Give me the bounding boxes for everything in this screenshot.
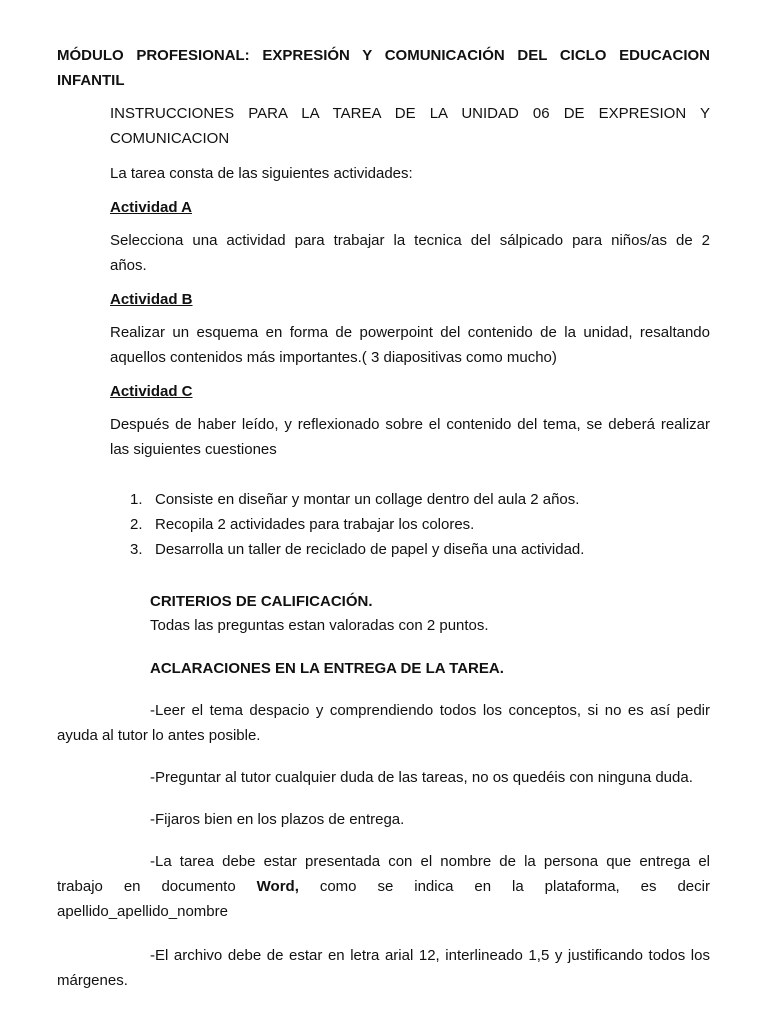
activity-a-text: Selecciona una actividad para trabajar la tecnica del sálpicado para niños/as de 2 años. bbox=[110, 232, 710, 274]
list-item-text: Recopila 2 actividades para trabajar los colores. bbox=[155, 516, 475, 533]
intro-text: La tarea consta de las siguientes actividades: bbox=[110, 165, 413, 182]
note-format-line-3: apellido_apellido_nombre bbox=[57, 903, 228, 920]
activity-b-text: Realizar un esquema en forma de powerpoint del contenido de la unidad, resaltando aquellos contenidos más importantes.( 3 diapositivas como mucho) bbox=[110, 324, 710, 366]
clarifications-title: ACLARACIONES EN LA ENTREGA DE LA TAREA. bbox=[150, 660, 504, 677]
list-item bbox=[130, 537, 710, 562]
note-format-line-1-text: -La tarea debe estar presentada con el nombre de la persona que entrega el bbox=[150, 853, 710, 870]
criteria-title: CRITERIOS DE CALIFICACIÓN. bbox=[150, 593, 373, 610]
note-format-line-2 bbox=[57, 874, 710, 899]
note-format-line-1 bbox=[57, 849, 710, 874]
clarification-note-read: -Leer el tema despacio y comprendiendo todos los conceptos, si no es así pedir ayuda al tutor lo antes posible. bbox=[57, 702, 710, 744]
note-format-after-bold: como se indica en la plataforma, es decir bbox=[298, 878, 710, 895]
clarification-note-file: -El archivo debe de estar en letra arial 12, interlineado 1,5 y justificando todos los márgenes. bbox=[57, 947, 710, 989]
note-format-before-bold: trabajo en documento bbox=[57, 878, 257, 895]
list-item-number: 3. bbox=[130, 541, 143, 558]
activity-c-title: Actividad C bbox=[110, 383, 193, 400]
activity-c-text: Después de haber leído, y reflexionado sobre el contenido del tema, se deberá realizar las siguientes cuestiones bbox=[110, 416, 710, 458]
criteria-text: Todas las preguntas estan valoradas con 2 puntos. bbox=[150, 617, 489, 634]
list-item-number: 1. bbox=[130, 491, 143, 508]
list-item-text: Consiste en diseñar y montar un collage dentro del aula 2 años. bbox=[155, 491, 580, 508]
note-format-bold-word: Word, bbox=[256, 878, 299, 895]
module-heading: MÓDULO PROFESIONAL: EXPRESIÓN Y COMUNICACIÓN DEL CICLO EDUCACION INFANTIL bbox=[57, 47, 710, 89]
list-item bbox=[130, 487, 710, 512]
list-item-number: 2. bbox=[130, 516, 143, 533]
list-item-text: Desarrolla un taller de reciclado de papel y diseña una actividad. bbox=[155, 541, 585, 558]
activity-a-title: Actividad A bbox=[110, 199, 192, 216]
clarification-note-deadlines: -Fijaros bien en los plazos de entrega. bbox=[150, 811, 405, 828]
instructions-heading: INSTRUCCIONES PARA LA TAREA DE LA UNIDAD 06 DE EXPRESION Y COMUNICACION bbox=[110, 105, 710, 147]
activity-b-title: Actividad B bbox=[110, 291, 193, 308]
clarification-note-ask: -Preguntar al tutor cualquier duda de las tareas, no os quedéis con ninguna duda. bbox=[150, 769, 693, 786]
list-item bbox=[130, 512, 710, 537]
clarification-note-format bbox=[57, 849, 710, 924]
questions-list bbox=[130, 487, 710, 562]
